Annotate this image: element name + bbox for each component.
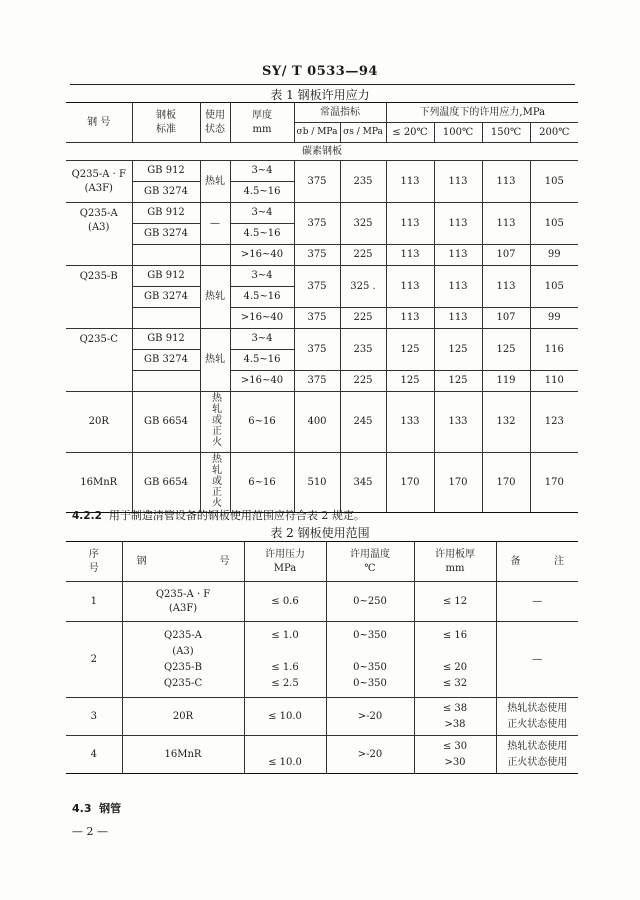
stress-cell: 125 <box>434 371 482 392</box>
row-remark: 热轧状态使用 正火状态使用 <box>496 736 578 774</box>
stress-cell: 113 <box>434 266 482 308</box>
row-thickness: ≤ 38 >38 <box>414 698 496 736</box>
thickness-cell: 3~4 <box>230 266 294 287</box>
sigma-s-cell: 325 . <box>340 266 386 308</box>
stress-cell: 113 <box>482 161 530 203</box>
stress-cell: 133 <box>434 392 482 453</box>
row-remark: — <box>496 622 578 698</box>
standard-cell: GB 912 <box>132 329 200 350</box>
stress-cell: 170 <box>482 452 530 513</box>
row-steel: 16MnR <box>122 736 244 774</box>
sigma-b-cell: 375 <box>294 308 340 329</box>
head-steel: 钢 号 <box>66 103 132 143</box>
stress-cell: 113 <box>434 245 482 266</box>
head-pressure: 许用压力 MPa <box>244 542 326 582</box>
head-standard: 钢板 标准 <box>132 103 200 143</box>
row-temperature: >-20 <box>326 736 414 774</box>
state-cell <box>200 245 230 266</box>
stress-cell: 107 <box>482 308 530 329</box>
row-temperature: >-20 <box>326 698 414 736</box>
steel-grade: Q235-A (A3) <box>66 203 132 266</box>
head-t20: ≤ 20℃ <box>386 123 434 143</box>
thickness-cell: >16~40 <box>230 308 294 329</box>
thickness-cell: 6~16 <box>230 452 294 513</box>
row-steel: Q235-A (A3) Q235-B Q235-C <box>122 622 244 698</box>
head-steel: 钢 号 <box>122 542 244 582</box>
standard-cell: GB 3274 <box>132 350 200 371</box>
row-pressure: ≤ 0.6 <box>244 582 326 622</box>
stress-cell: 170 <box>386 452 434 513</box>
row-remark: — <box>496 582 578 622</box>
thickness-cell: 3~4 <box>230 329 294 350</box>
stress-cell: 125 <box>482 329 530 371</box>
stress-cell: 113 <box>386 203 434 245</box>
head-temperature: 许用温度 ℃ <box>326 542 414 582</box>
stress-cell: 99 <box>530 245 578 266</box>
stress-cell: 113 <box>386 245 434 266</box>
section-text: 用于制造清管设备的钢板使用范围应符合表 2 规定。 <box>108 509 365 522</box>
stress-cell: 113 <box>386 266 434 308</box>
row-steel: 20R <box>122 698 244 736</box>
stress-cell: 132 <box>482 392 530 453</box>
sigma-s-cell: 245 <box>340 392 386 453</box>
head-sigma-s: σs / MPa <box>340 123 386 143</box>
thickness-cell: 4.5~16 <box>230 182 294 203</box>
sigma-b-cell: 375 <box>294 266 340 308</box>
row-pressure: ≤ 1.0 ≤ 1.6 ≤ 2.5 <box>244 622 326 698</box>
standard-cell: GB 6654 <box>132 452 200 513</box>
thickness-cell: 6~16 <box>230 392 294 453</box>
head-state: 使用 状态 <box>200 103 230 143</box>
steel-grade: 20R <box>66 392 132 453</box>
stress-cell: 107 <box>482 245 530 266</box>
thickness-cell: >16~40 <box>230 371 294 392</box>
row-thickness: ≤ 12 <box>414 582 496 622</box>
stress-cell: 170 <box>530 452 578 513</box>
standard-cell: GB 912 <box>132 161 200 182</box>
thickness-cell: 4.5~16 <box>230 224 294 245</box>
sigma-s-cell: 225 <box>340 245 386 266</box>
stress-cell: 105 <box>530 203 578 245</box>
sigma-b-cell: 375 <box>294 371 340 392</box>
thickness-cell: 3~4 <box>230 161 294 182</box>
thickness-cell: >16~40 <box>230 245 294 266</box>
steel-plate-usage-range-table <box>66 541 578 774</box>
head-thickness-unit: mm <box>252 123 272 135</box>
stress-cell: 133 <box>386 392 434 453</box>
thickness-cell: 4.5~16 <box>230 287 294 308</box>
table2-caption: 表 2 钢板使用范围 <box>270 526 370 540</box>
head-sigma-b: σb / MPa <box>294 123 340 143</box>
stress-cell: 105 <box>530 161 578 203</box>
standard-cell: GB 6654 <box>132 392 200 453</box>
steel-grade: Q235-A · F (A3F) <box>66 161 132 203</box>
row-pressure: ≤ 10.0 <box>244 736 326 774</box>
row-remark: 热轧状态使用 正火状态使用 <box>496 698 578 736</box>
row-no: 1 <box>66 582 122 622</box>
sigma-s-cell: 235 <box>340 161 386 203</box>
row-thickness: ≤ 30 >30 <box>414 736 496 774</box>
stress-cell: 113 <box>482 203 530 245</box>
sigma-b-cell: 375 <box>294 329 340 371</box>
standard-cell: GB 3274 <box>132 287 200 308</box>
state-cell: 热轧或正火 <box>200 392 230 453</box>
head-t200: 200℃ <box>530 123 578 143</box>
standard-cell: GB 912 <box>132 266 200 287</box>
stress-cell: 119 <box>482 371 530 392</box>
stress-cell: 116 <box>530 329 578 371</box>
section-carbon-steel: 碳素钢板 <box>66 143 578 161</box>
standard-cell <box>132 308 200 329</box>
head-remark: 备 注 <box>496 542 578 582</box>
steel-plate-allowable-stress-table <box>66 102 578 513</box>
stress-cell: 113 <box>386 161 434 203</box>
sigma-s-cell: 235 <box>340 329 386 371</box>
stress-cell: 125 <box>386 371 434 392</box>
head-thickness: 厚度 mm <box>230 103 294 143</box>
sigma-b-cell: 510 <box>294 452 340 513</box>
row-no: 4 <box>66 736 122 774</box>
sigma-s-cell: 345 <box>340 452 386 513</box>
head-temp-group: 下列温度下的许用应力,MPa <box>386 103 578 123</box>
row-temperature: 0~350 0~350 0~350 <box>326 622 414 698</box>
document-code: SY/ T 0533—94 <box>262 64 378 79</box>
sigma-b-cell: 375 <box>294 203 340 245</box>
table1-caption: 表 1 钢板许用应力 <box>270 88 370 102</box>
standard-cell <box>132 245 200 266</box>
head-room-temp: 常温指标 <box>294 103 386 123</box>
sigma-b-cell: 375 <box>294 245 340 266</box>
standard-cell: GB 912 <box>132 203 200 224</box>
standard-cell: GB 3274 <box>132 224 200 245</box>
stress-cell: 123 <box>530 392 578 453</box>
stress-cell: 113 <box>482 266 530 308</box>
section-4-3: 4.3 钢管 <box>72 802 122 815</box>
state-cell: 热轧或正火 <box>200 452 230 513</box>
section-number: 4.2.2 <box>72 510 102 522</box>
head-t150: 150℃ <box>482 123 530 143</box>
standard-cell <box>132 371 200 392</box>
state-cell: — <box>200 203 230 245</box>
stress-cell: 99 <box>530 308 578 329</box>
stress-cell: 113 <box>434 308 482 329</box>
stress-cell: 170 <box>434 452 482 513</box>
thickness-cell: 4.5~16 <box>230 350 294 371</box>
stress-cell: 113 <box>434 161 482 203</box>
steel-grade: Q235-C <box>66 329 132 392</box>
head-t100: 100℃ <box>434 123 482 143</box>
head-no: 序 号 <box>66 542 122 582</box>
state-cell: 热轧 <box>200 329 230 392</box>
sigma-s-cell: 225 <box>340 371 386 392</box>
steel-grade: 16MnR <box>66 452 132 513</box>
row-temperature: 0~250 <box>326 582 414 622</box>
sigma-s-cell: 325 <box>340 203 386 245</box>
sigma-b-cell: 400 <box>294 392 340 453</box>
stress-cell: 110 <box>530 371 578 392</box>
stress-cell: 113 <box>386 308 434 329</box>
row-no: 3 <box>66 698 122 736</box>
head-thickness: 许用板厚 mm <box>414 542 496 582</box>
header-rule <box>70 84 575 85</box>
state-cell: 热轧 <box>200 266 230 329</box>
stress-cell: 113 <box>434 203 482 245</box>
stress-cell: 125 <box>434 329 482 371</box>
page-number: — 2 — <box>72 825 108 838</box>
row-steel: Q235-A · F (A3F) <box>122 582 244 622</box>
stress-cell: 105 <box>530 266 578 308</box>
row-no: 2 <box>66 622 122 698</box>
stress-cell: 125 <box>386 329 434 371</box>
sigma-s-cell: 225 <box>340 308 386 329</box>
state-cell: 热轧 <box>200 161 230 203</box>
standard-cell: GB 3274 <box>132 182 200 203</box>
row-thickness: ≤ 16 ≤ 20 ≤ 32 <box>414 622 496 698</box>
section-4-2-2 <box>72 507 365 523</box>
row-pressure: ≤ 10.0 <box>244 698 326 736</box>
thickness-cell: 3~4 <box>230 203 294 224</box>
steel-grade: Q235-B <box>66 266 132 329</box>
sigma-b-cell: 375 <box>294 161 340 203</box>
